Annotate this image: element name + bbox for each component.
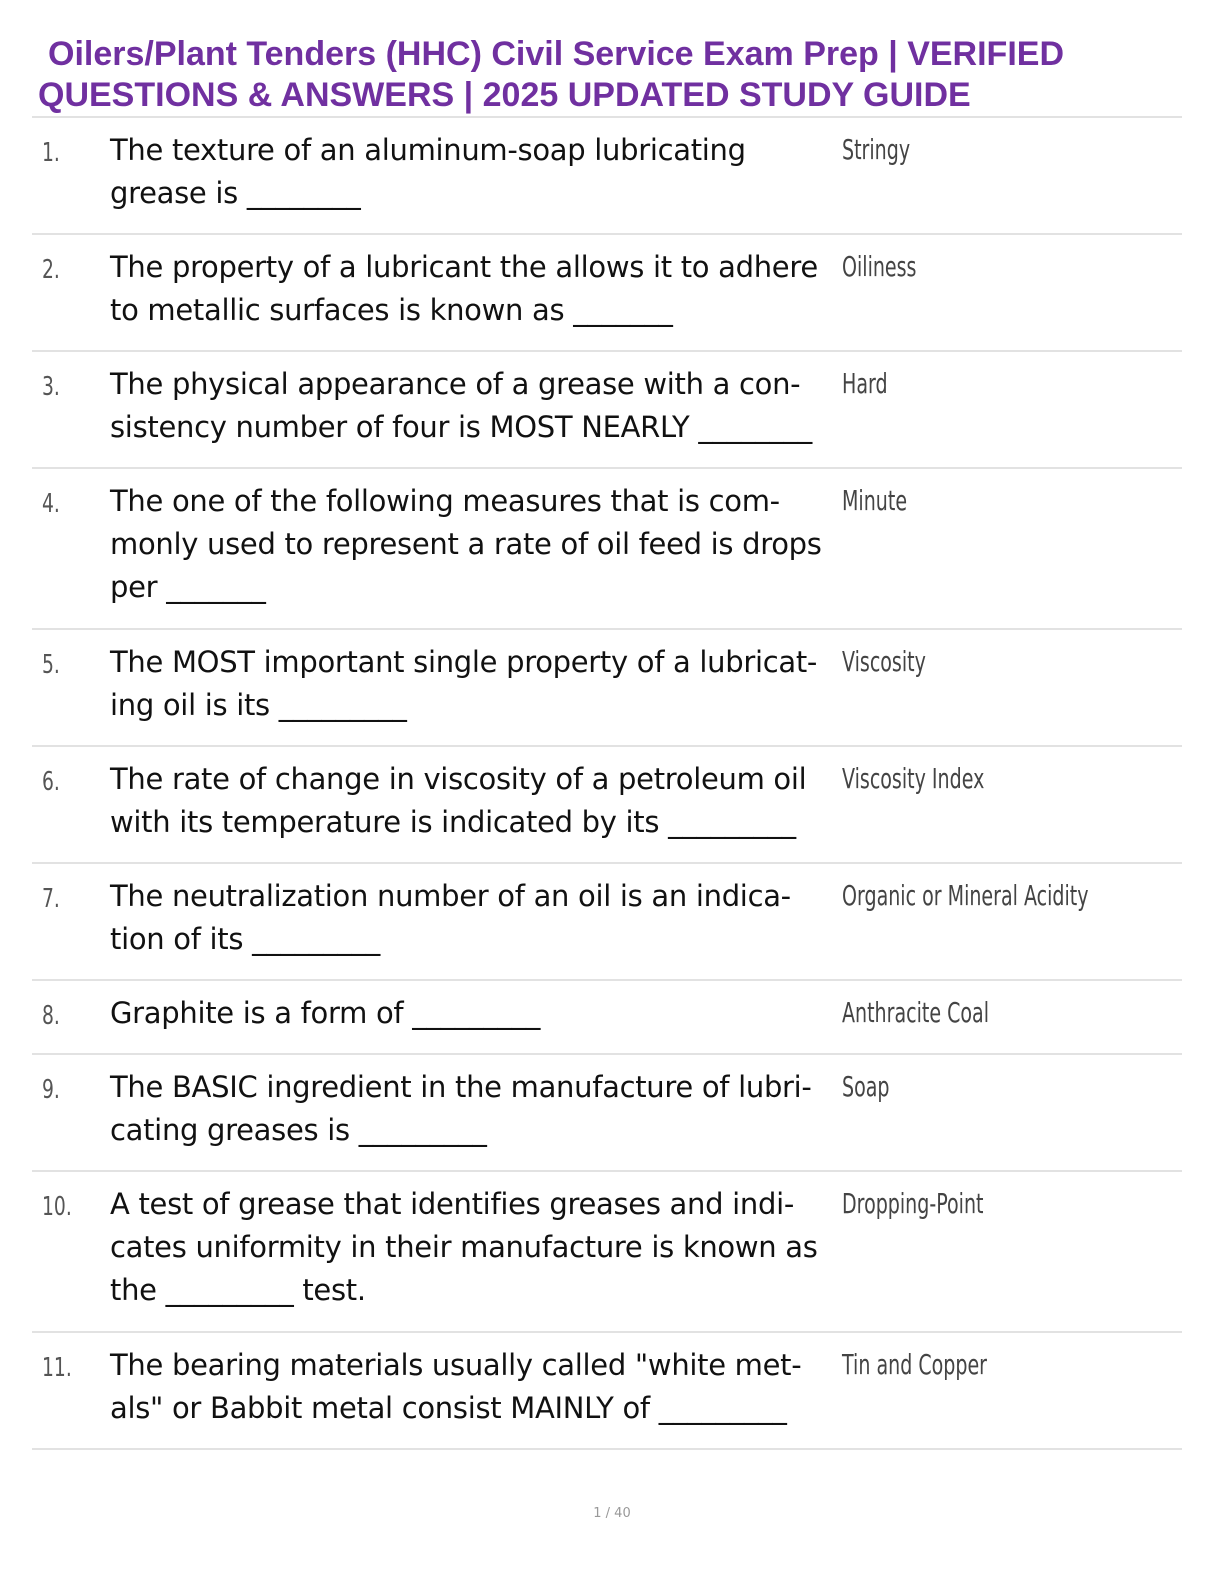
question-line: the _________ test. <box>110 1273 366 1307</box>
question-line: monly used to represent a rate of oil feed is drops <box>110 527 822 561</box>
answer-text: Stringy <box>842 133 911 166</box>
qa-item-5 <box>32 630 1182 747</box>
question-line: sistency number of four is MOST NEARLY ________ <box>110 410 812 444</box>
question-line: The property of a lubricant the allows it to adhere <box>110 250 818 284</box>
question-text <box>110 875 836 961</box>
answer-text: Oiliness <box>842 250 917 283</box>
question-line: The one of the following measures that is com- <box>110 484 780 518</box>
answer-text: Soap <box>842 1070 890 1103</box>
document-title <box>38 34 1188 116</box>
question-line: Graphite is a form of _________ <box>110 996 541 1030</box>
answer-text: Hard <box>842 367 888 400</box>
answer-text: Anthracite Coal <box>842 996 990 1029</box>
question-number: 4. <box>42 489 60 519</box>
title-line-2: QUESTIONS & ANSWERS | 2025 UPDATED STUDY GUIDE <box>38 76 971 114</box>
qa-item-7 <box>32 864 1182 981</box>
question-line: The BASIC ingredient in the manufacture of lubri- <box>110 1070 812 1104</box>
question-text <box>110 480 836 609</box>
answer-text: Viscosity Index <box>842 762 985 795</box>
answer-text: Minute <box>842 484 908 517</box>
qa-list <box>32 118 1182 1450</box>
question-line: als" or Babbit metal consist MAINLY of _________ <box>110 1391 787 1425</box>
question-number: 5. <box>42 650 60 680</box>
answer-text: Organic or Mineral Acidity <box>842 879 1089 912</box>
question-number: 9. <box>42 1075 60 1105</box>
answer-text: Tin and Copper <box>842 1348 987 1381</box>
question-text <box>110 246 836 332</box>
answer-text: Viscosity <box>842 645 926 678</box>
question-line: grease is ________ <box>110 176 361 210</box>
question-text <box>110 363 836 449</box>
qa-item-10 <box>32 1172 1182 1333</box>
question-line: The neutralization number of an oil is an indica- <box>110 879 791 913</box>
question-line: with its temperature is indicated by its _________ <box>110 805 796 839</box>
qa-item-2 <box>32 235 1182 352</box>
page-indicator: 1 / 40 <box>593 1506 631 1521</box>
qa-item-9 <box>32 1055 1182 1172</box>
question-text <box>110 1344 836 1430</box>
question-text <box>110 129 836 215</box>
qa-item-4 <box>32 469 1182 630</box>
question-line: per _______ <box>110 570 266 604</box>
question-line: cates uniformity in their manufacture is known as <box>110 1230 818 1264</box>
question-text <box>110 992 836 1035</box>
title-line-1: Oilers/Plant Tenders (HHC) Civil Service Exam Prep | VERIFIED <box>48 35 1064 73</box>
qa-item-6 <box>32 747 1182 864</box>
question-text <box>110 1183 836 1312</box>
question-line: The bearing materials usually called "white met- <box>110 1348 802 1382</box>
question-number: 11. <box>42 1353 72 1383</box>
question-number: 6. <box>42 767 60 797</box>
qa-item-3 <box>32 352 1182 469</box>
qa-item-1 <box>32 118 1182 235</box>
question-line: cating greases is _________ <box>110 1113 487 1147</box>
question-line: A test of grease that identifies greases and indi- <box>110 1187 795 1221</box>
qa-item-8 <box>32 981 1182 1055</box>
question-text <box>110 1066 836 1152</box>
question-text <box>110 641 836 727</box>
question-line: to metallic surfaces is known as _______ <box>110 293 673 327</box>
question-number: 1. <box>42 138 60 168</box>
question-number: 7. <box>42 884 60 914</box>
question-number: 10. <box>42 1192 72 1222</box>
question-number: 8. <box>42 1001 60 1031</box>
question-number: 2. <box>42 255 60 285</box>
question-line: ing oil is its _________ <box>110 688 407 722</box>
question-text <box>110 758 836 844</box>
answer-text: Dropping-Point <box>842 1187 984 1220</box>
question-line: The rate of change in viscosity of a petroleum oil <box>110 762 807 796</box>
question-line: tion of its _________ <box>110 922 380 956</box>
question-line: The MOST important single property of a lubricat- <box>110 645 818 679</box>
question-line: The physical appearance of a grease with a con- <box>110 367 801 401</box>
qa-item-11 <box>32 1333 1182 1450</box>
question-line: The texture of an aluminum-soap lubricating <box>110 133 746 167</box>
question-number: 3. <box>42 372 60 402</box>
